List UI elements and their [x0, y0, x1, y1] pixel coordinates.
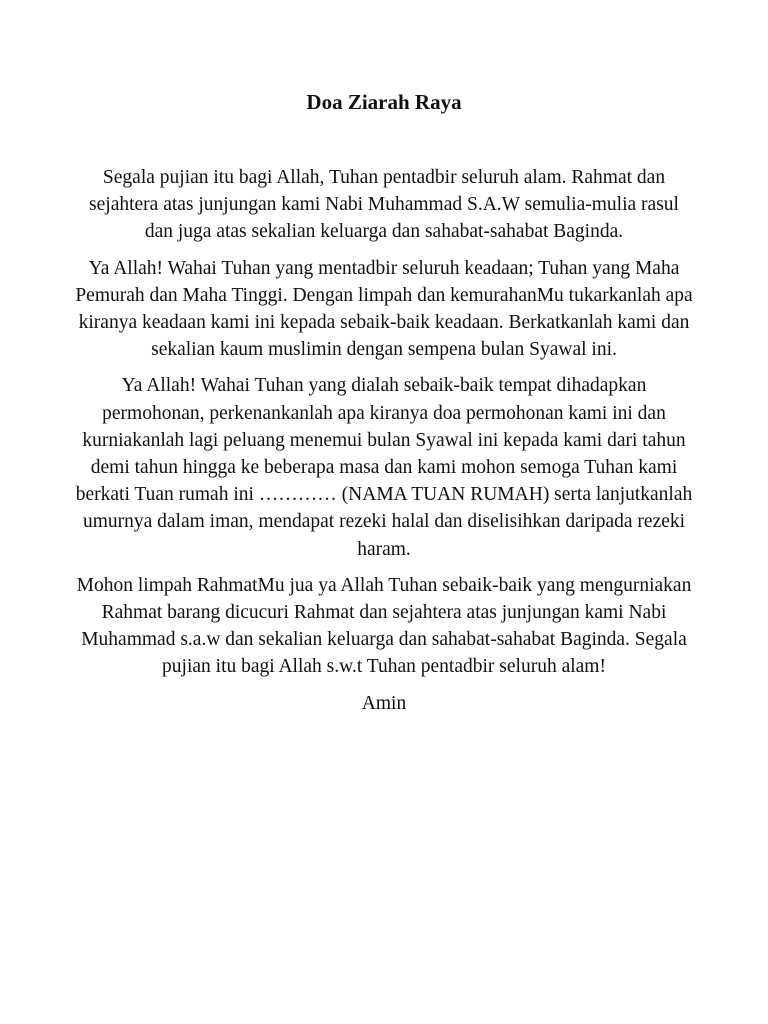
document-body — [74, 164, 694, 726]
paragraph-closing-praise: Mohon limpah RahmatMu jua ya Allah Tuhan sebaik-baik yang mengurniakan Rahmat barang dicucuri Rahmat dan sejahtera atas junjungan kami Nabi Muhammad s.a.w dan sekalian keluarga dan sahabat-sahabat Baginda. Segala pujian itu bagi Allah s.w.t Tuhan pentadbir seluruh alam! — [76, 574, 692, 678]
paragraph-blessing: Ya Allah! Wahai Tuhan yang mentadbir seluruh keadaan; Tuhan yang Maha Pemurah dan Maha Tinggi. Dengan limpah dan kemurahanMu tukarkanlah apa kiranya keadaan kami ini kepada sebaik-baik keadaan. Berkatkanlah kami dan sekalian kaum muslimin dengan sempena bulan Syawal ini. — [75, 257, 693, 361]
paragraph-prayer-for-host: Ya Allah! Wahai Tuhan yang dialah sebaik-baik tempat dihadapkan permohonan, perkenankanlah apa kiranya doa permohonan kami ini dan kurniakanlah lagi peluang menemui bulan Syawal ini kepada kami dari tahun demi tahun hingga ke beberapa masa dan kami mohon semoga Tuhan kami berkati Tuan rumah ini ………… (NAMA TUAN RUMAH) serta lanjutkanlah umurnya dalam iman, mendapat rezeki halal dan diselisihkan daripada rezeki haram. — [75, 375, 693, 560]
document-title: Doa Ziarah Raya — [306, 90, 462, 114]
closing-amin: Amin — [361, 692, 407, 714]
paragraph-opening: Segala pujian itu bagi Allah, Tuhan pentadbir seluruh alam. Rahmat dan sejahtera atas junjungan kami Nabi Muhammad S.A.W semulia-mulia rasul dan juga atas sekalian keluarga dan sahabat-sahabat Baginda. — [89, 167, 679, 243]
